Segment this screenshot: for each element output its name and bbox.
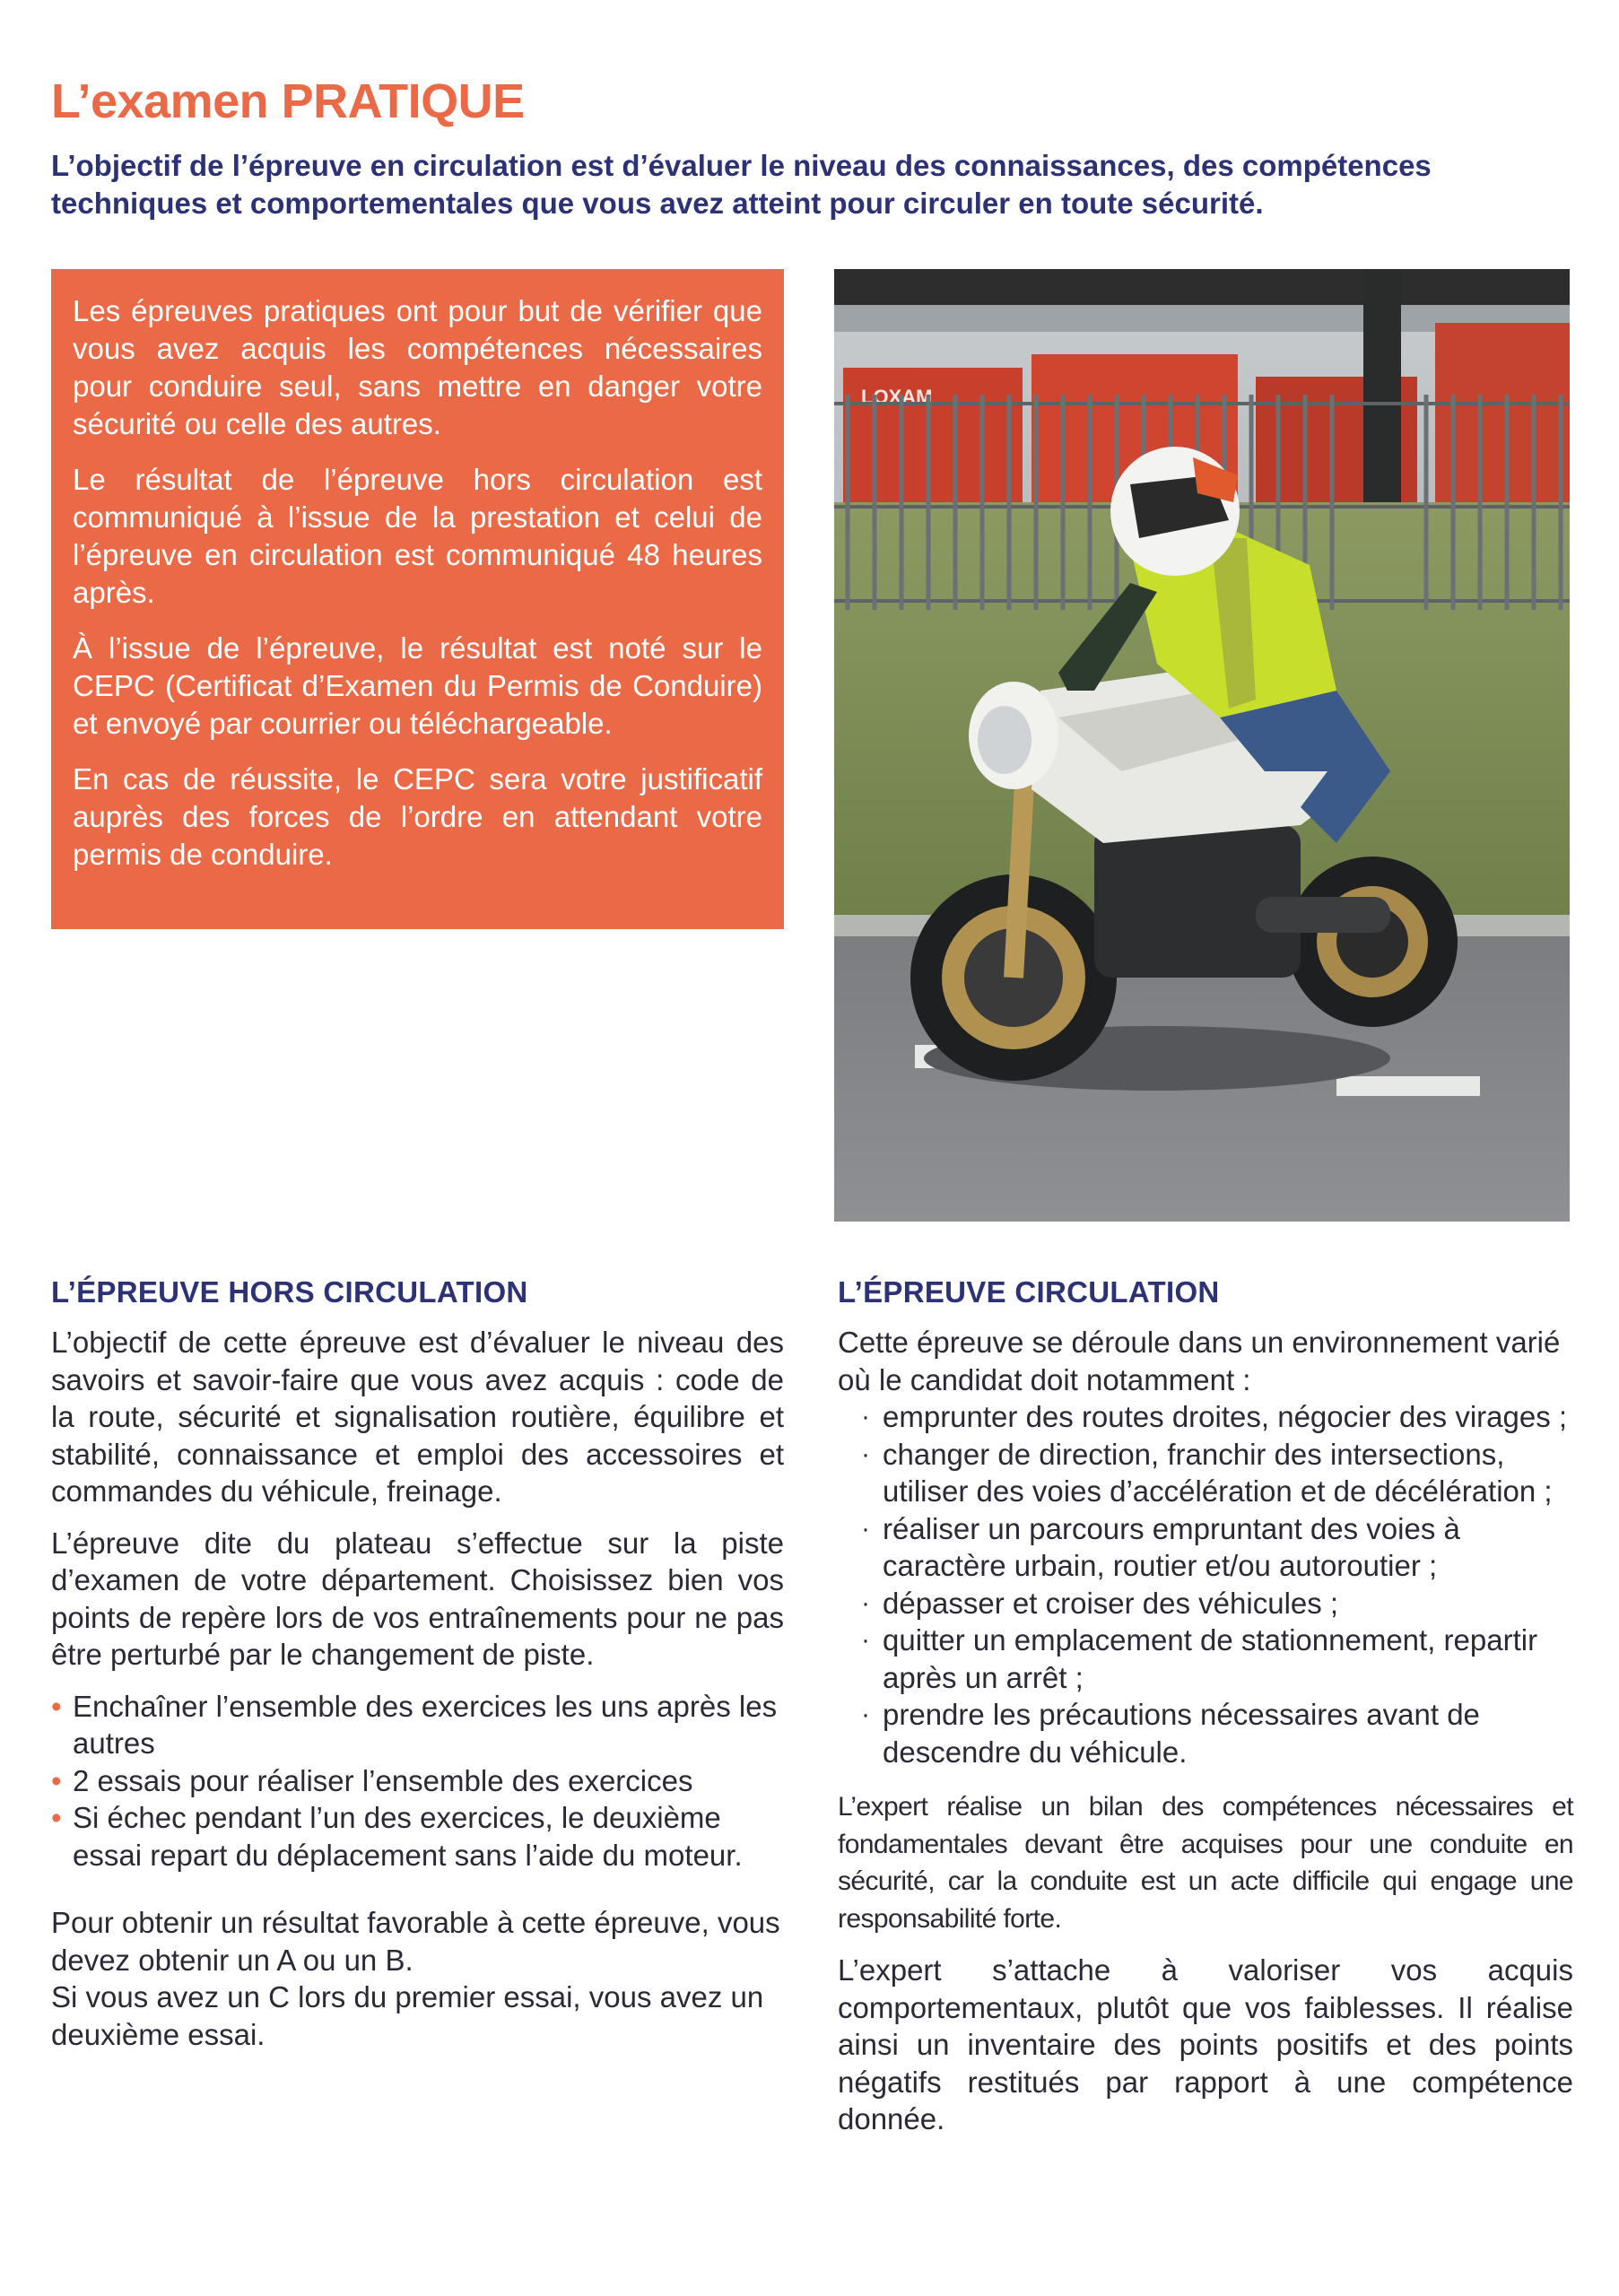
section-paragraph: Si vous avez un C lors du premier essai, vous avez un deuxième essai. (51, 1980, 764, 2051)
section-heading: L’ÉPREUVE HORS CIRCULATION (51, 1275, 528, 1309)
bullet-list (51, 1688, 784, 1874)
info-paragraph: À l’issue de l’épreuve, le résultat est noté sur le CEPC (Certificat d’Examen du Permis de Conduire) et envoyé par courrier ou téléchargeable. (73, 631, 762, 740)
bullet-icon: • (51, 1801, 62, 1834)
list-item-text: emprunter des routes droites, négocier des virages ; (883, 1400, 1568, 1433)
info-paragraph: Les épreuves pratiques ont pour but de vérifier que vous avez acquis les compétences nécessaires pour conduire seul, sans mettre en danger votre sécurité ou celle des autres. (73, 294, 762, 440)
list-item-text: quitter un emplacement de stationnement, repartir après un arrêt ; (883, 1623, 1538, 1694)
bullet-list (838, 1398, 1573, 1770)
list-item (51, 1799, 784, 1874)
list-item-text: changer de direction, franchir des intersections, utiliser des voies d’accélération et de décélération ; (883, 1437, 1553, 1508)
circulation-section (838, 1274, 1573, 2152)
bullet-icon: · (861, 1439, 870, 1469)
sign-text: LOXAM (861, 386, 933, 408)
section-paragraph: L’épreuve dite du plateau s’effectue sur la piste d’examen de votre département. Choisissez bien vos points de repère lors de vos entraînements pour ne pas être perturbé par le changement de piste. (51, 1526, 784, 1671)
section-paragraph: L’expert s’attache à valoriser vos acquis comportementaux, plutôt que vos faiblesses. Il réalise ainsi un inventaire des points positifs et des points négatifs restitués par rapport à une compétence donnée. (838, 1953, 1573, 2135)
list-item (861, 1398, 1573, 1436)
list-item (861, 1436, 1573, 1510)
motorcycle-photo (834, 269, 1570, 1222)
list-item-text: prendre les précautions nécessaires avant de descendre du véhicule. (883, 1698, 1480, 1769)
section-paragraph: Pour obtenir un résultat favorable à cette épreuve, vous devez obtenir un A ou un B. (51, 1906, 780, 1977)
info-paragraph: En cas de réussite, le CEPC sera votre justificatif auprès des forces de l’ordre en attendant votre permis de conduire. (73, 762, 762, 871)
list-item (861, 1510, 1573, 1585)
list-item (861, 1622, 1573, 1696)
section-paragraph: Cette épreuve se déroule dans un environnement varié où le candidat doit notamment : (838, 1326, 1561, 1396)
list-item (51, 1688, 784, 1762)
list-item (51, 1762, 784, 1800)
motorcycle-illustration (834, 269, 1570, 1222)
intro-text: L’objectif de l’épreuve en circulation est d’évaluer le niveau des connaissances, des compétences techniques et comportementales que vous avez atteint pour circuler en toute sécurité. (51, 149, 1432, 220)
bullet-icon: · (861, 1402, 870, 1431)
bullet-icon: · (861, 1513, 870, 1544)
page-title: L’examen PRATIQUE (51, 74, 525, 128)
bullet-icon: · (861, 1700, 870, 1729)
info-paragraph: Le résultat de l’épreuve hors circulation est communiqué à l’issue de la prestation et celui de l’épreuve en circulation est communiqué 48 heures après. (73, 463, 762, 609)
bullet-icon: · (861, 1625, 870, 1655)
list-item (861, 1696, 1573, 1770)
bullet-icon: • (51, 1689, 62, 1723)
section-paragraph: L’expert réalise un bilan des compétences nécessaires et fondamentales devant être acquises pour une conduite en sécurité, car la conduite est un acte difficile qui engage une responsabilité forte. (838, 1792, 1573, 1934)
list-item-text: Si échec pendant l’un des exercices, le deuxième essai repart du déplacement sans l’aide du moteur. (73, 1801, 743, 1872)
bullet-icon: · (861, 1587, 870, 1618)
section-heading: L’ÉPREUVE CIRCULATION (838, 1275, 1220, 1309)
hors-circulation-section (51, 1274, 784, 2067)
list-item-text: Enchaîner l’ensemble des exercices les uns après les autres (73, 1689, 778, 1760)
list-item (861, 1585, 1573, 1622)
list-item-text: 2 essais pour réaliser l’ensemble des exercices (73, 1763, 693, 1797)
info-box (51, 269, 784, 929)
bullet-icon: • (51, 1763, 62, 1797)
list-item-text: réaliser un parcours empruntant des voies à caractère urbain, routier et/ou autoroutier ; (883, 1511, 1460, 1582)
list-item-text: dépasser et croiser des véhicules ; (883, 1586, 1339, 1620)
section-paragraph: L’objectif de cette épreuve est d’évaluer le niveau des savoirs et savoir-faire que vous avez acquis : code de la route, sécurité et signalisation routière, équilibre et stabilité, connaissance et emploi des accessoires et commandes du véhicule, freinage. (51, 1326, 784, 1508)
